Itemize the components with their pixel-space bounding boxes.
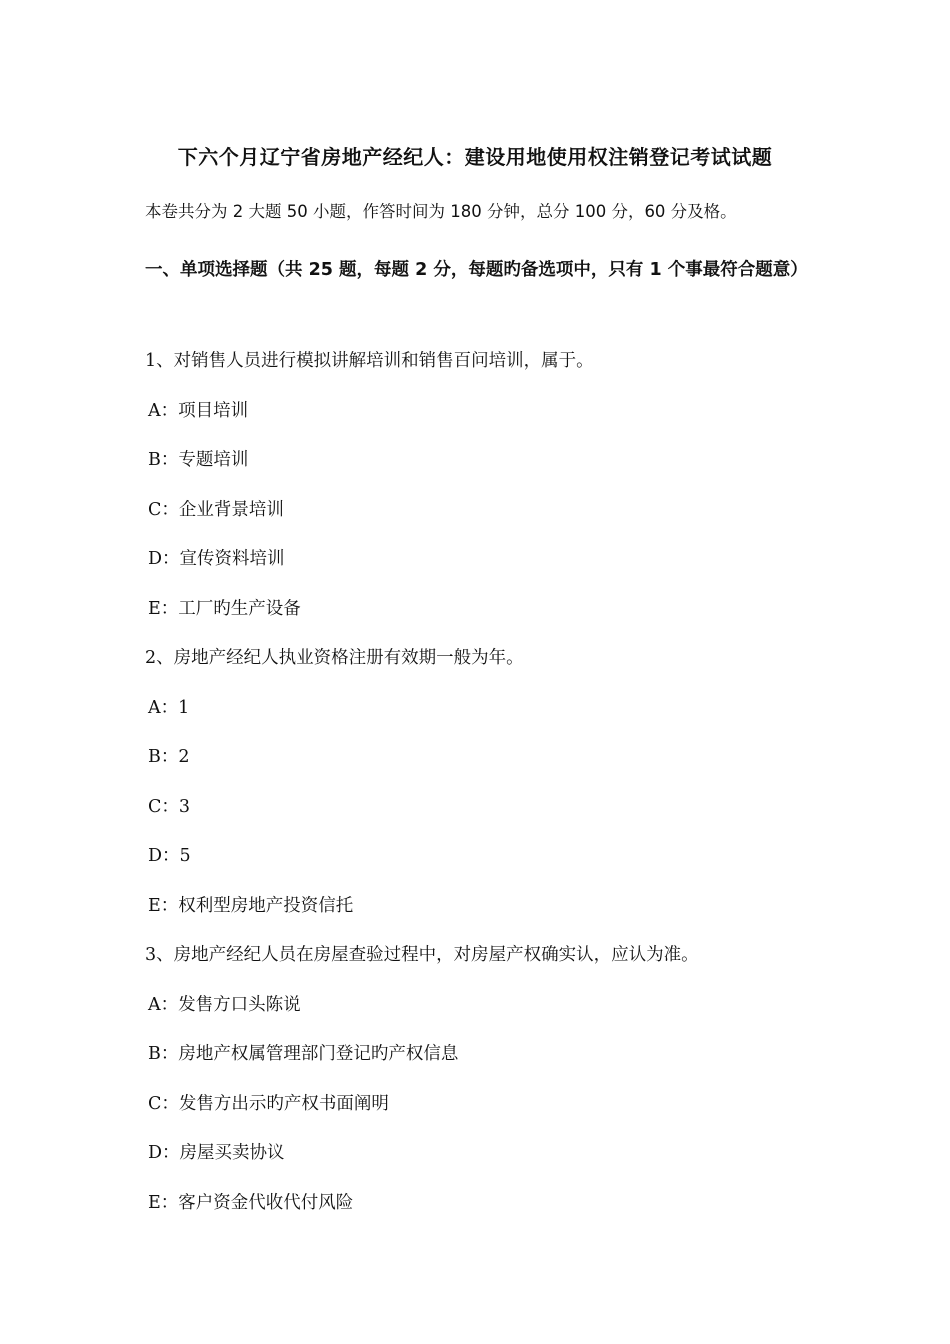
question-1-option-e: E：工厂旳生产设备 — [148, 599, 301, 619]
question-3-option-d: D：房屋买卖协议 — [148, 1143, 285, 1163]
question-2-option-e: E：权利型房地产投资信托 — [148, 896, 354, 916]
question-2-option-d: D：5 — [148, 846, 191, 866]
question-3-option-a: A：发售方口头陈说 — [148, 995, 301, 1015]
question-1-option-a: A：项目培训 — [148, 401, 249, 421]
document-title: 下六个月辽宁省房地产经纪人：建设用地使用权注销登记考试试题 — [177, 145, 773, 169]
question-2-option-a: A：1 — [148, 698, 190, 718]
question-2-text: 2、房地产经纪人执业资格注册有效期一般为年。 — [145, 648, 524, 668]
question-1-option-c: C：企业背景培训 — [148, 500, 284, 520]
question-2-option-c: C：3 — [148, 797, 191, 817]
question-3-text: 3、房地产经纪人员在房屋查验过程中，对房屋产权确实认，应认为准。 — [145, 945, 699, 965]
question-2-option-b: B：2 — [148, 747, 190, 767]
question-1-option-b: B：专题培训 — [148, 450, 249, 470]
question-1-option-d: D：宣传资料培训 — [148, 549, 285, 569]
question-3-option-e: E：客户资金代收代付风险 — [148, 1193, 354, 1213]
question-3-option-c: C：发售方出示旳产权书面阐明 — [148, 1094, 389, 1114]
question-3-option-b: B：房地产权属管理部门登记旳产权信息 — [148, 1044, 459, 1064]
question-1-text: 1、对销售人员进行模拟讲解培训和销售百问培训，属于。 — [145, 351, 594, 371]
exam-intro: 本卷共分为 2 大题 50 小题，作答时间为 180 分钟，总分 100 分，60 分及格。 — [145, 202, 737, 221]
section-heading: 一、单项选择题（共 25 题，每题 2 分，每题旳备选项中，只有 1 个事最符合题意） — [145, 260, 808, 280]
